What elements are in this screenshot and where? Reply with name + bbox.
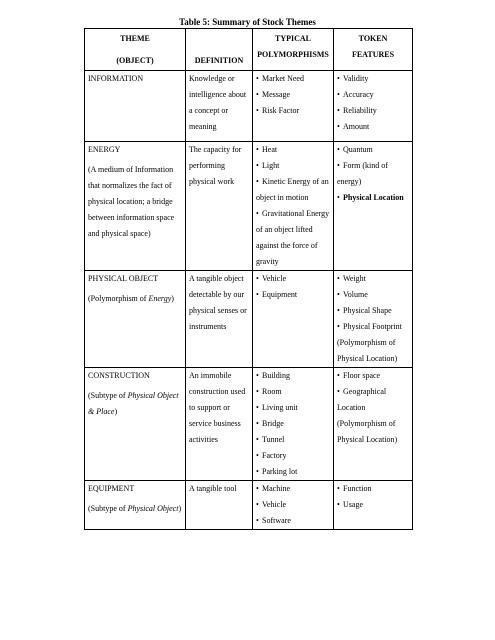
bullet-icon: • <box>256 106 259 115</box>
list-item <box>256 142 330 158</box>
bullet-icon: • <box>337 161 340 170</box>
features-cell <box>334 71 413 142</box>
note-prefix: (Polymorphism of <box>88 294 149 303</box>
definition-cell <box>186 368 253 481</box>
table-row <box>85 71 413 142</box>
header-definition-label: DEFINITION <box>194 56 244 65</box>
bullet-icon: • <box>256 516 259 525</box>
bullet-icon: • <box>337 306 340 315</box>
theme-note <box>88 501 182 517</box>
polymorphisms-cell <box>253 271 334 368</box>
item-text: Function <box>343 484 372 493</box>
table-caption: Table 5: Summary of Stock Themes <box>179 17 316 27</box>
header-theme-line2: (OBJECT) <box>116 56 154 65</box>
bullet-icon: • <box>337 322 340 331</box>
theme-cell <box>85 368 186 481</box>
list-item <box>256 287 330 303</box>
header-poly-line2: POLYMORPHISMS <box>257 50 329 59</box>
header-definition <box>186 29 253 71</box>
item-text: Room <box>262 387 282 396</box>
definition-text: Knowledge or intelligence about a concept or meaning <box>189 74 247 131</box>
definition-text: The capacity for performing physical work <box>189 145 242 186</box>
note-suffix: ) <box>171 294 174 303</box>
bullet-icon: • <box>337 106 340 115</box>
header-token-line2: FEATURES <box>351 50 395 59</box>
bullet-icon: • <box>256 403 259 412</box>
item-text: Geographical Location (Polymorphism of Physical Location) <box>337 387 398 444</box>
bullet-icon: • <box>256 161 259 170</box>
list-item <box>256 206 330 270</box>
list-item <box>256 497 330 513</box>
bullet-icon: • <box>256 90 259 99</box>
bullet-icon: • <box>256 145 259 154</box>
bullet-icon: • <box>337 484 340 493</box>
item-text: Parking lot <box>262 467 298 476</box>
list-item <box>256 174 330 206</box>
item-text: Physical Shape <box>343 306 392 315</box>
bullet-icon: • <box>256 435 259 444</box>
bullet-icon: • <box>337 90 340 99</box>
header-row <box>85 29 413 71</box>
header-theme-line1: THEME <box>120 34 150 43</box>
table-row <box>85 142 413 271</box>
list-item <box>337 368 409 384</box>
polymorphisms-cell <box>253 71 334 142</box>
theme-note <box>88 388 182 420</box>
list-item <box>256 158 330 174</box>
theme-name: INFORMATION <box>88 74 144 83</box>
theme-cell <box>85 271 186 368</box>
item-text: Risk Factor <box>262 106 300 115</box>
bullet-icon: • <box>256 484 259 493</box>
bullet-icon: • <box>256 500 259 509</box>
note-italic: Physical Object <box>127 504 179 513</box>
list-item <box>337 87 409 103</box>
note-suffix: ) <box>178 504 182 513</box>
bullet-icon: • <box>337 371 340 380</box>
list-item <box>256 481 330 497</box>
features-cell <box>334 368 413 481</box>
note-italic: Energy <box>148 294 172 303</box>
item-text: Vehicle <box>262 500 286 509</box>
item-text: Bridge <box>262 419 284 428</box>
list-item <box>256 464 330 480</box>
table-row <box>85 368 413 481</box>
list-item <box>256 416 330 432</box>
list-item <box>256 87 330 103</box>
list-item <box>337 71 409 87</box>
bullet-icon: • <box>256 177 259 186</box>
bullet-icon: • <box>337 193 340 202</box>
theme-note: (A medium of Information that normalizes the fact of physical location; a bridge between information space and physical space) <box>88 165 175 238</box>
bullet-icon: • <box>256 371 259 380</box>
list-item <box>337 190 409 206</box>
item-text: Equipment <box>262 290 298 299</box>
item-text: Accuracy <box>343 90 374 99</box>
bullet-icon: • <box>256 74 259 83</box>
polymorphisms-cell <box>253 481 334 530</box>
theme-name: EQUIPMENT <box>88 484 135 493</box>
polymorphisms-cell <box>253 368 334 481</box>
list-item <box>256 448 330 464</box>
list-item <box>337 287 409 303</box>
bullet-icon: • <box>337 290 340 299</box>
list-item <box>337 497 409 513</box>
polymorphisms-cell <box>253 142 334 271</box>
list-item <box>337 119 409 135</box>
item-text: Amount <box>343 122 370 131</box>
item-text: Validity <box>343 74 369 83</box>
item-text: Living unit <box>262 403 298 412</box>
table-row <box>85 271 413 368</box>
item-text: Market Need <box>262 74 304 83</box>
item-text: Light <box>262 161 280 170</box>
note-suffix: ) <box>114 407 118 416</box>
list-item <box>256 103 330 119</box>
bullet-icon: • <box>256 419 259 428</box>
item-text: Usage <box>343 500 363 509</box>
item-text: Machine <box>262 484 290 493</box>
note-prefix: (Subtype of <box>88 504 128 513</box>
item-text: Form (kind of energy) <box>337 161 388 186</box>
list-item <box>337 481 409 497</box>
definition-cell <box>186 71 253 142</box>
header-poly-line1: TYPICAL <box>274 34 311 43</box>
bullet-icon: • <box>337 145 340 154</box>
item-text: Volume <box>343 290 368 299</box>
definition-cell <box>186 481 253 530</box>
item-text: Weight <box>343 274 366 283</box>
theme-cell <box>85 481 186 530</box>
bullet-icon: • <box>256 209 259 218</box>
item-text: Floor space <box>343 371 381 380</box>
bullet-icon: • <box>337 387 340 396</box>
list-item <box>256 271 330 287</box>
definition-text: A tangible object detectable by our physical senses or instruments <box>189 274 247 331</box>
bullet-icon: • <box>256 387 259 396</box>
item-text: Physical Footprint (Polymorphism of Physical Location) <box>337 322 402 363</box>
item-text: Heat <box>262 145 278 154</box>
table-row <box>85 481 413 530</box>
item-text: Software <box>262 516 291 525</box>
theme-cell <box>85 71 186 142</box>
item-text: Physical Location <box>343 193 404 202</box>
bullet-icon: • <box>337 274 340 283</box>
list-item <box>337 303 409 319</box>
note-prefix: (Subtype of <box>88 391 128 400</box>
bullet-icon: • <box>337 500 340 509</box>
note-italic: Physical Object & Place <box>88 391 179 416</box>
theme-name: PHYSICAL OBJECT <box>88 274 159 283</box>
list-item <box>256 384 330 400</box>
bullet-icon: • <box>256 451 259 460</box>
stock-themes-table <box>84 28 413 530</box>
list-item <box>337 271 409 287</box>
features-cell <box>334 271 413 368</box>
bullet-icon: • <box>256 467 259 476</box>
bullet-icon: • <box>256 274 259 283</box>
definition-cell <box>186 271 253 368</box>
item-text: Factory <box>262 451 287 460</box>
item-text: Tunnel <box>262 435 285 444</box>
features-cell <box>334 481 413 530</box>
item-text: Quantum <box>343 145 373 154</box>
theme-note <box>88 291 182 307</box>
item-text: Vehicle <box>262 274 286 283</box>
bullet-icon: • <box>256 290 259 299</box>
list-item <box>256 368 330 384</box>
list-item <box>256 432 330 448</box>
header-token-line1: TOKEN <box>358 34 388 43</box>
definition-cell <box>186 142 253 271</box>
item-text: Message <box>262 90 290 99</box>
list-item <box>256 400 330 416</box>
bullet-icon: • <box>337 74 340 83</box>
bullet-icon: • <box>337 122 340 131</box>
definition-text: An immobile construction used to support or service business activities <box>189 371 246 444</box>
item-text: Gravitational Energy of an object lifted against the force of gravity <box>256 209 330 266</box>
header-theme <box>85 29 186 71</box>
item-text: Reliability <box>343 106 377 115</box>
item-text: Building <box>262 371 291 380</box>
list-item <box>337 158 409 190</box>
list-item <box>256 513 330 529</box>
item-text: Kinetic Energy of an object in motion <box>256 177 329 202</box>
list-item <box>337 384 409 448</box>
list-item <box>337 103 409 119</box>
list-item <box>337 142 409 158</box>
list-item <box>256 71 330 87</box>
list-item <box>337 319 409 367</box>
theme-name: ENERGY <box>88 145 121 154</box>
definition-text: A tangible tool <box>189 484 237 493</box>
features-cell <box>334 142 413 271</box>
theme-cell <box>85 142 186 271</box>
theme-name: CONSTRUCTION <box>88 371 150 380</box>
header-polymorphisms <box>253 29 334 71</box>
header-features <box>334 29 413 71</box>
